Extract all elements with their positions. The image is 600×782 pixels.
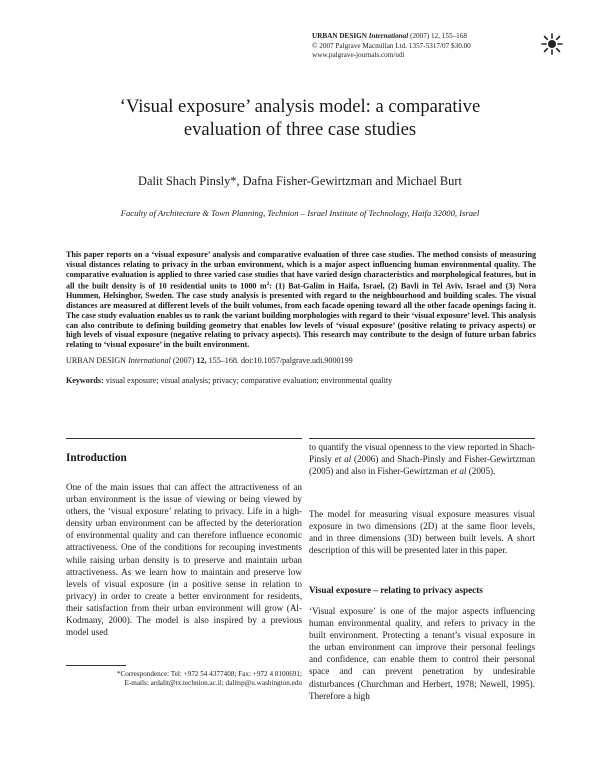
intro-paragraph-right-2: The model for measuring visual exposure measures visual exposure in two dimensions (2D) at the same floor levels, and in three dimensions (3D) between built levels. A short description of this will be presented later in this paper. xyxy=(309,509,535,556)
title-line: evaluation of three case studies xyxy=(183,119,417,140)
footnote-line: *Correspondence: Tel: +972 54 4377408; Fax: +972 4 8100691; xyxy=(116,670,302,678)
section-heading-introduction: Introduction xyxy=(66,452,127,464)
copyright-line: © 2007 Palgrave Macmillan Ltd. 1357-5317/07 $30.00 xyxy=(312,41,471,50)
journal-line: URBAN DESIGN International (2007) 12, 155–168 xyxy=(312,32,467,40)
keywords: Keywords: visual exposure; visual analysis; privacy; comparative evaluation; environmental quality xyxy=(66,376,393,385)
authors: Dalit Shach Pinsly*, Dafna Fisher-Gewirtzman and Michael Burt xyxy=(138,174,462,188)
paper-title xyxy=(60,95,540,141)
divider-left xyxy=(66,438,302,439)
citation: URBAN DESIGN International (2007) 12, 155–168. doi:10.1057/palgrave.udi.9000199 xyxy=(66,356,353,365)
subsection-paragraph: ‘Visual exposure’ is one of the major aspects influencing human environmental quality, and refers to privacy in the built environment. Protecting a tenant’s visual exposure in the urban environment can improve their personal feelings and confidence, can enable them to control their personal space and can prevent penetration by undesirable disturbances (Churchman and Herbert, 1978; Newell, 1995). Therefore a high xyxy=(309,606,535,701)
intro-paragraph-right-1: to quantify the visual openness to the view reported in Shach-Pinsly et al (2006) and Shach-Pinsly and Fisher-Gewirtzman (2005) and also in Fisher-Gewirtzman et al (2005). xyxy=(309,442,536,477)
divider-right xyxy=(309,438,535,439)
intro-paragraph-left: One of the main issues that can affect the attractiveness of an urban environment is the issue of viewing or being viewed by others, the ‘visual exposure’ relating to privacy. Life in a high-density urban environment can be affected by the deterioration of environmental quality and can therefore influence economic attractiveness. One of the conditions for recouping investments while raising urban density is to preserve and maintain urban attractiveness. As we learn how to maintain and preserve low levels of visual exposure (in a positive sense in relation to privacy) in order to create a better environment for residents, their satisfaction from their urban environment will grow (Al-Kodmany, 2000). The model is also inspired by a previous model used xyxy=(66,482,302,638)
title-line: ‘Visual exposure’ analysis model: a comparative xyxy=(119,96,481,117)
footnote-line: E-mails: ardalit@tx.technion.ac.il; dalitsp@u.washington.edu xyxy=(124,679,302,687)
palgrave-star-logo-icon xyxy=(541,33,563,55)
subsection-heading: Visual exposure – relating to privacy aspects xyxy=(309,585,483,595)
journal-url[interactable]: www.palgrave-journals.com/udi xyxy=(312,51,405,60)
abstract: This paper reports on a ‘visual exposure’ analysis and comparative evaluation of three case studies. The method consists of measuring visual distances relating to privacy in the urban environment, which is a major aspect influencing human environmental quality. The comparative evaluation is applied to three varied case studies that have varied design characteristics and morphological features, but in all the built density is of 10 residential units to 1000 $m^2$: (1) Bat-Galim in Haifa, Israel, (2) Bavli in Tel Aviv, Israel and (3) Nora Hummen, Helsingbor, Sweden. The case study analysis is presented with regard to the neighbourhood and building scales. The visual distances are measured at different levels of the built volumes, from each facade opening toward all the other facade openings facing it. The case study evaluation enables us to rank the variant building morphologies with regard to their ‘visual exposure’ level. This analysis can also contribute to defining building geometry that enables low levels of ‘visual exposure’ (positive relating to privacy aspects) or high levels of visual exposure (negative relating to privacy aspects). This research may contribute to the design of future urban fabrics relating to ‘visual exposure’ in the built environment. xyxy=(66,250,536,350)
footnote-rule xyxy=(66,665,126,666)
correspondence-footnote xyxy=(66,670,302,688)
affiliation: Faculty of Architecture & Town Planning, Technion – Israel Institute of Technology, Haifa 32000, Israel xyxy=(120,208,480,218)
running-header xyxy=(312,32,532,61)
